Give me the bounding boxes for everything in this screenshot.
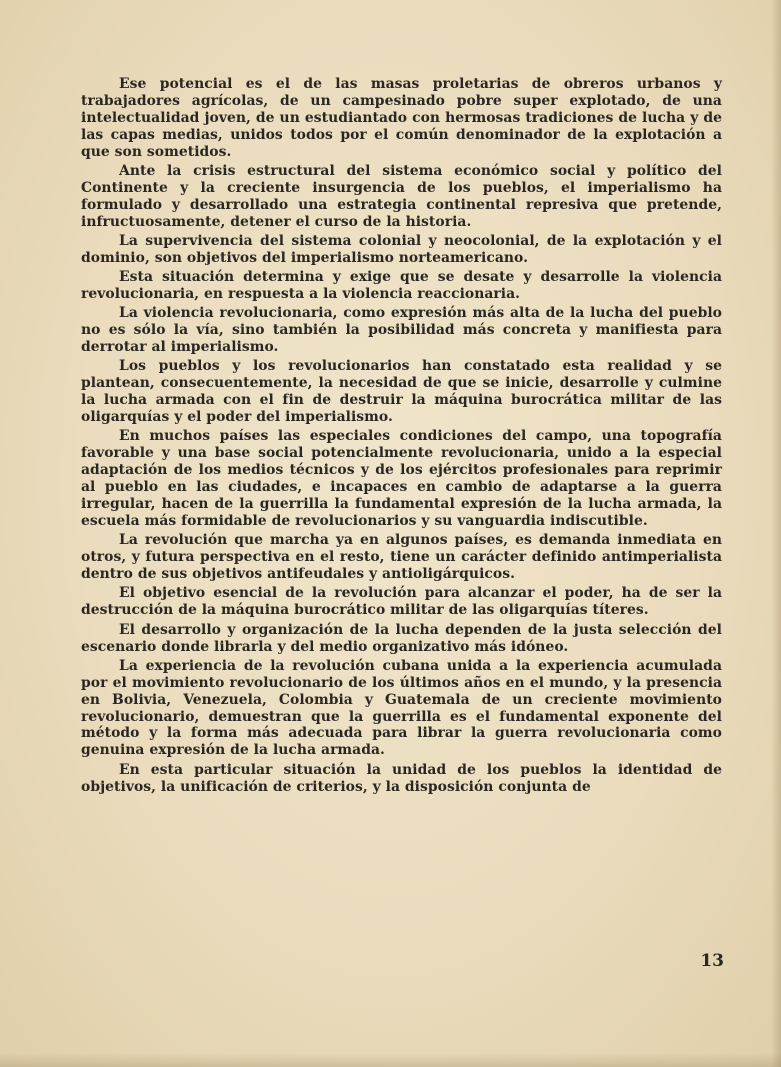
page-edge-shadow-right: [771, 0, 781, 1067]
body-text: [81, 76, 722, 798]
paragraph-particular-situacion: En esta particular situación la unidad de los pueblos la identidad de objetivos, la unificación de criterios, y la disposición conjunta de: [81, 761, 722, 795]
paragraph-masas-proletarias: Ese potencial es el de las masas proletarias de obreros urbanos y trabajadores agrícolas, de un campesinado pobre super explotado, de una intelectualidad joven, de un estudiantado con hermosas tradiciones de lucha y de las capas medias, unidos todos por el común denominador de la explotación a que son sometidos.: [81, 76, 722, 160]
paragraph-experiencia-cubana: La experiencia de la revolución cubana unida a la experiencia acumulada por el movimiento revolucionario de los últimos años en el mundo, y la presencia en Bolivia, Venezuela, Colombia y Guatemala de un creciente movimiento revolucionario, demuestran que la guerrilla es el fundamental exponente del método y la forma más adecuada para librar la guerra revolucionaria como genuina expresión de la lucha armada.: [81, 657, 722, 759]
paragraph-violencia-revolucionaria: La violencia revolucionaria, como expresión más alta de la lucha del pueblo no es sólo la vía, sino también la posibilidad más concreta y manifiesta para derrotar al imperialismo.: [81, 305, 722, 356]
page-number: 13: [700, 951, 724, 971]
page-edge-shadow-bottom: [0, 1053, 781, 1067]
paragraph-pueblos-revolucionarios: Los pueblos y los revolucionarios han constatado esta realidad y se plantean, consecuentemente, la necesidad de que se inicie, desarrolle y culmine la lucha armada con el fin de destruir la máquina burocrática militar de las oligarquías y el poder del imperialismo.: [81, 358, 722, 426]
paragraph-crisis-estructural: Ante la crisis estructural del sistema económico social y político del Continente y la creciente insurgencia de los pueblos, el imperialismo ha formulado y desarrollado una estrategia continental represiva que pretende, infructuosamente, detener el curso de la historia.: [81, 162, 722, 230]
paragraph-situacion: Esta situación determina y exige que se desate y desarrolle la violencia revolucionaria, en respuesta a la violencia reaccionaria.: [81, 269, 722, 303]
paragraph-condiciones-campo: En muchos países las especiales condiciones del campo, una topografía favorable y una base social potencialmente revolucionaria, unido a la especial adaptación de los medios técnicos y de los ejércitos profesionales para reprimir al pueblo en las ciudades, e incapaces en cambio de adaptarse a la guerra irregular, hacen de la guerrilla la fundamental expresión de la lucha armada, la escuela más formidable de revolucionarios y su vanguardia indiscutible.: [81, 428, 722, 529]
paragraph-objetivo-esencial: El objetivo esencial de la revolución para alcanzar el poder, ha de ser la destrucción de la máquina burocrático militar de las oligarquías títeres.: [81, 585, 722, 619]
paragraph-supervivencia: La supervivencia del sistema colonial y neocolonial, de la explotación y el dominio, son objetivos del imperialismo norteamericano.: [81, 232, 722, 266]
paragraph-desarrollo-organizacion: El desarrollo y organización de la lucha dependen de la justa selección del escenario donde librarla y del medio organizativo más idóneo.: [81, 621, 722, 655]
paragraph-revolucion-marcha: La revolución que marcha ya en algunos países, es demanda inmediata en otros, y futura perspectiva en el resto, tiene un carácter definido antimperialista dentro de sus objetivos antifeudales y antioligárquicos.: [81, 532, 722, 583]
